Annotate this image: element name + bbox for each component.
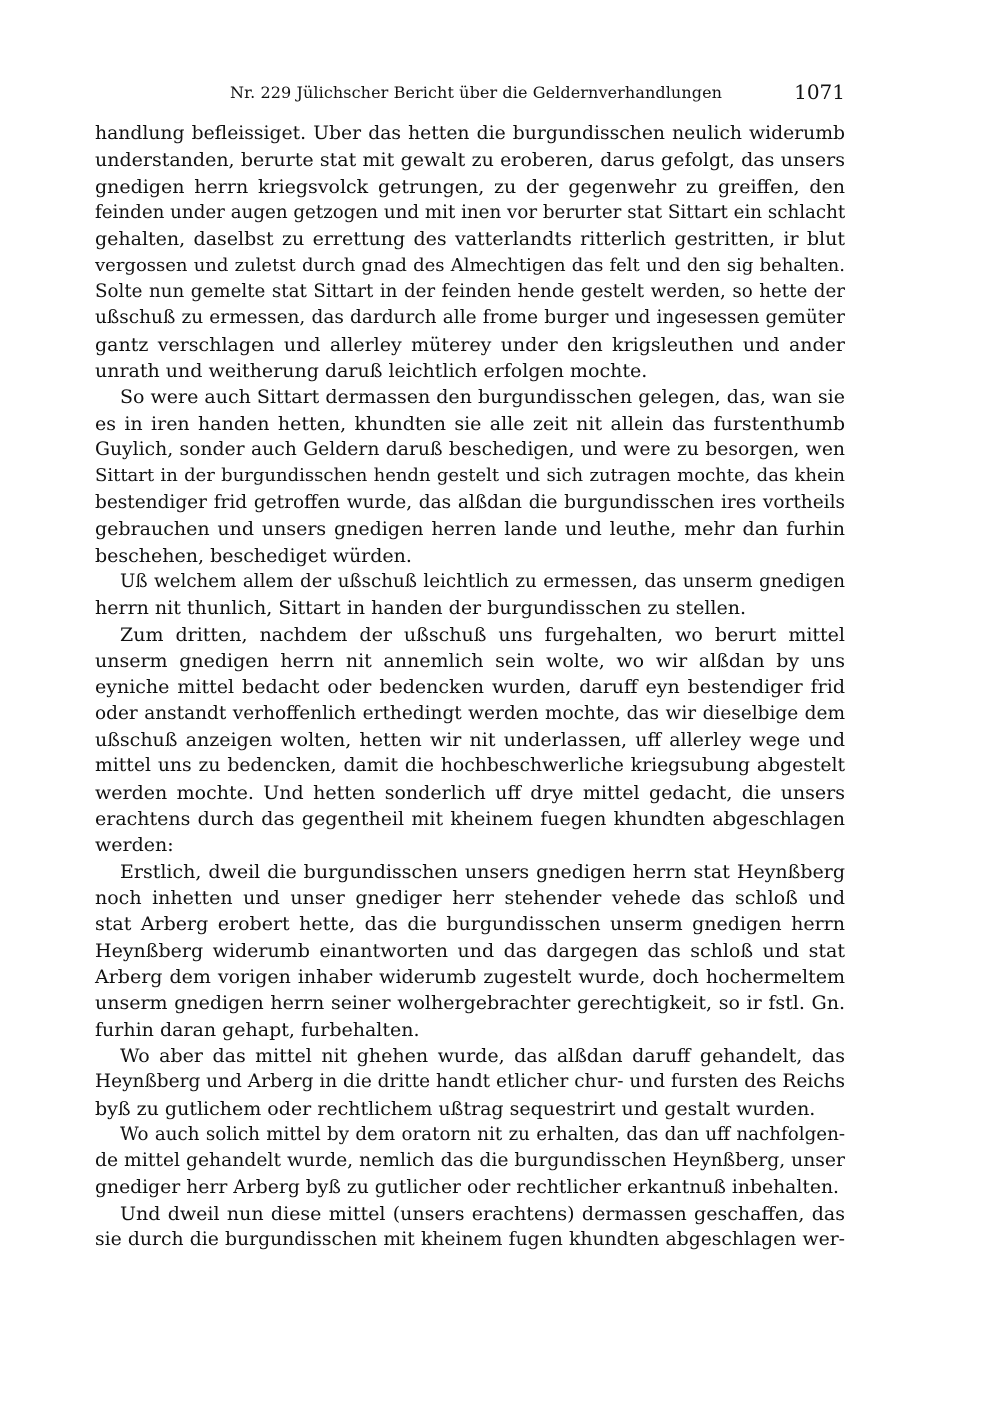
- text-line: gnedigen herrn kriegsvolck getrungen, zu der gegenwehr zu greiffen, den: [95, 175, 845, 198]
- text-line: gebrauchen und unsers gnedigen herren lande und leuthe, mehr dan furhin: [95, 518, 845, 541]
- text-line: oder anstandt verhoffenlich erthedingt werden mochte, das wir dieselbige dem: [95, 702, 845, 724]
- text-line: Guylich, sonder auch Geldern daruß beschedigen, und were zu besorgen, wen: [95, 439, 845, 461]
- text-line: ußschuß zu ermessen, das dardurch alle frome burger und ingesessen gemüter: [95, 307, 845, 329]
- text-line: feinden under augen getzogen und mit inen vor berurter stat Sittart ein schlacht: [95, 202, 846, 224]
- paragraph-start-line: Wo auch solich mittel by dem oratorn nit zu erhalten, das dan uff nachfolgen-: [120, 1124, 845, 1146]
- text-line: byß zu gutlichem oder rechtlichem ußtrag sequestrirt und gestalt wurden.: [95, 1097, 816, 1120]
- text-line: Sittart in der burgundisschen hendn gestelt und sich zutragen mochte, das khein: [95, 465, 845, 487]
- paragraph-start-line: Und dweil nun diese mittel (unsers erachtens) dermassen geschaffen, das: [120, 1203, 845, 1226]
- text-line: ußschuß anzeigen wolten, hetten wir nit underlassen, uff allerley wege und: [95, 728, 845, 751]
- text-line: Heynßberg widerumb einantworten und das dargegen das schloß und stat: [95, 939, 845, 962]
- text-line: de mittel gehandelt wurde, nemlich das die burgundisschen Heynßberg, unser: [95, 1150, 845, 1172]
- text-line: unserm gnedigen herrn nit annemlich sein wolte, wo wir alßdan by uns: [95, 649, 845, 672]
- text-line: mittel uns zu bedencken, damit die hochbeschwerliche kriegsubung abgestelt: [95, 755, 845, 777]
- text-line: furhin daran gehapt, furbehalten.: [95, 1018, 420, 1041]
- text-line: sie durch die burgundisschen mit kheinem fugen khundten abgeschlagen wer-: [95, 1229, 845, 1251]
- text-line: unserm gnedigen herrn seiner wolhergebrachter gerechtigkeit, so ir fstl. Gn.: [95, 992, 845, 1015]
- page-number: 1071: [794, 80, 845, 104]
- paragraph-start-line: Erstlich, dweil die burgundisschen unsers gnedigen herrn stat Heynßberg: [120, 860, 845, 883]
- text-line: es in iren handen hetten, khundten sie alle zeit nit allein das furstenthumb: [95, 412, 845, 435]
- text-line: understanden, berurte stat mit gewalt zu eroberen, darus gefolgt, das unsers: [95, 149, 845, 172]
- text-line: bestendiger frid getroffen wurde, das alßdan die burgundisschen ires vortheils: [95, 491, 845, 513]
- paragraph-start-line: So were auch Sittart dermassen den burgundisschen gelegen, das, wan sie: [120, 386, 845, 409]
- body-text: [95, 121, 845, 1254]
- text-line: unrath und weitherung daruß leichtlich erfolgen mochte.: [95, 360, 648, 383]
- text-line: erachtens durch das gegentheil mit kheinem fuegen khundten abgeschlagen: [95, 807, 845, 830]
- text-line: stat Arberg erobert hette, das die burgundisschen unserm gnedigen herrn: [95, 913, 845, 936]
- running-header: [95, 80, 845, 108]
- text-line: werden mochte. Und hetten sonderlich uff drye mittel gedacht, die unsers: [95, 781, 845, 804]
- text-line: eyniche mittel bedacht oder bedencken wurden, daruff eyn bestendiger frid: [95, 676, 845, 699]
- text-line: Arberg dem vorigen inhaber widerumb zugestelt wurde, doch hochermeltem: [95, 966, 845, 988]
- text-line: vergossen und zuletst durch gnad des Almechtigen das felt und den sig behalten.: [95, 254, 845, 276]
- text-line: Solte nun gemelte stat Sittart in der feinden hende gestelt werden, so hette der: [95, 281, 845, 303]
- paragraph-start-line: Zum dritten, nachdem der ußschuß uns furgehalten, wo berurt mittel: [120, 623, 845, 646]
- paragraph-start-line: Wo aber das mittel nit ghehen wurde, das alßdan daruff gehandelt, das: [120, 1045, 845, 1068]
- text-line: Heynßberg und Arberg in die dritte handt etlicher chur- und fursten des Reichs: [95, 1071, 845, 1093]
- paragraph-start-line: Uß welchem allem der ußschuß leichtlich zu ermessen, das unserm gnedigen: [120, 570, 845, 592]
- text-line: herrn nit thunlich, Sittart in handen der burgundisschen zu stellen.: [95, 597, 747, 620]
- text-line: gantz verschlagen und allerley müterey under den krigsleuthen und ander: [95, 333, 845, 356]
- text-line: handlung befleissiget. Uber das hetten die burgundisschen neulich widerumb: [95, 123, 845, 144]
- text-line: beschehen, beschediget würden.: [95, 544, 412, 567]
- text-line: gehalten, daselbst zu errettung des vatterlandts ritterlich gestritten, ir blut: [95, 228, 845, 251]
- running-title: Nr. 229 Jülichscher Bericht über die Geldernverhandlungen: [230, 83, 723, 102]
- text-line: noch inhetten und unser gnediger herr stehender vehede das schloß und: [95, 886, 845, 909]
- text-line: werden:: [95, 834, 174, 857]
- text-line: gnediger herr Arberg byß zu gutlicher oder rechtlicher erkantnuß inbehalten.: [95, 1176, 839, 1198]
